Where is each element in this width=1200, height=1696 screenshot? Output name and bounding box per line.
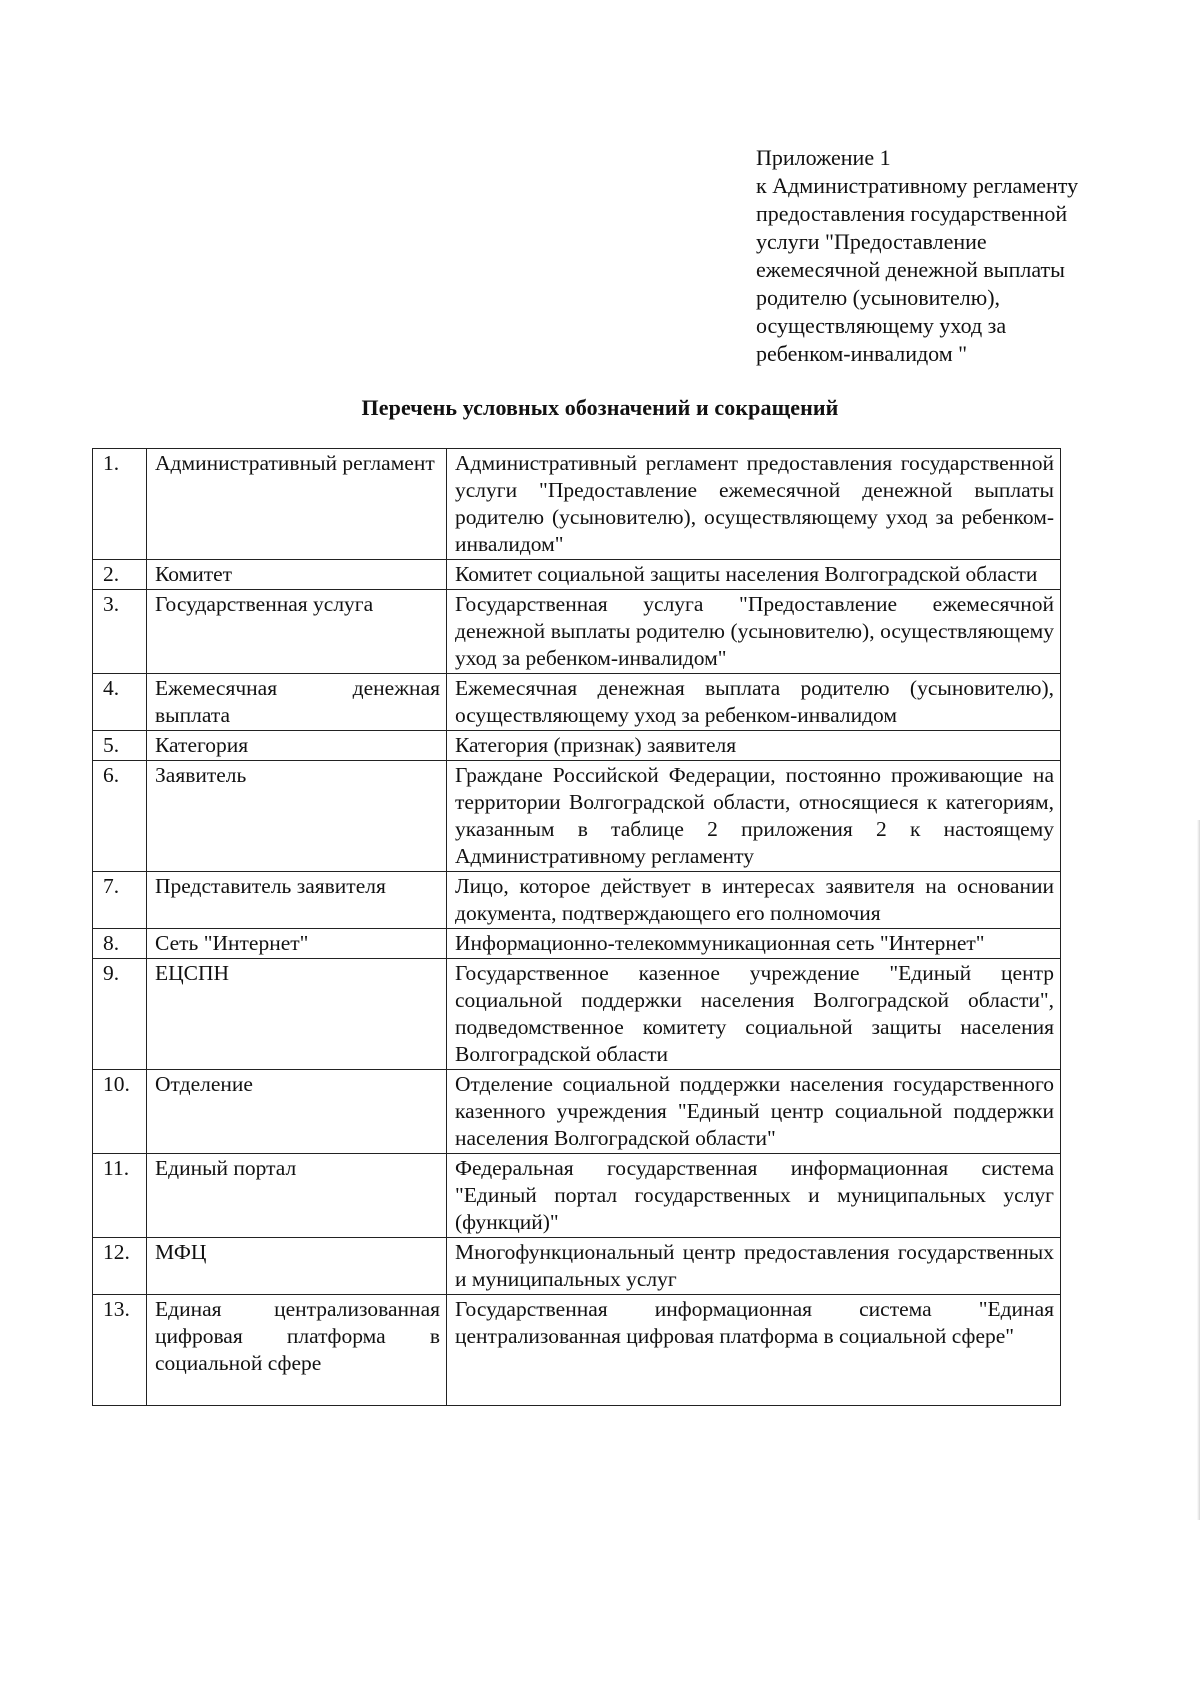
table-row (93, 1070, 1061, 1154)
document-title: Перечень условных обозначений и сокращений (361, 395, 839, 420)
row-definition: Комитет социальной защиты населения Волгоградской области (447, 560, 1061, 590)
table-row (93, 761, 1061, 872)
table-row (93, 590, 1061, 674)
appendix-line: родителю (усыновителю), (756, 285, 1001, 310)
row-definition: Государственная услуга "Предоставление ежемесячной денежной выплаты родителю (усыновителю), осуществляющему уход за ребенком-инвалидом" (447, 590, 1061, 674)
row-number: 8. (93, 929, 147, 959)
row-number: 7. (93, 872, 147, 929)
table-row (93, 959, 1061, 1070)
row-number: 12. (93, 1238, 147, 1295)
table-row (93, 929, 1061, 959)
row-term: Комитет (147, 560, 447, 590)
row-term: Сеть "Интернет" (147, 929, 447, 959)
appendix-line: ежемесячной денежной выплаты (756, 257, 1065, 282)
row-definition: Отделение социальной поддержки населения государственного казенного учреждения "Единый центр социальной поддержки населения Волгоградской области" (447, 1070, 1061, 1154)
row-number: 11. (93, 1154, 147, 1238)
row-number: 1. (93, 449, 147, 560)
row-definition: Категория (признак) заявителя (447, 731, 1061, 761)
table-row (93, 1238, 1061, 1295)
row-definition: Информационно-телекоммуникационная сеть "Интернет" (447, 929, 1061, 959)
appendix-line: предоставления государственной (756, 201, 1068, 226)
row-number: 9. (93, 959, 147, 1070)
row-term: Заявитель (147, 761, 447, 872)
row-number: 4. (93, 674, 147, 731)
row-definition: Многофункциональный центр предоставления государственных и муниципальных услуг (447, 1238, 1061, 1295)
row-definition: Государственная информационная система "Единая централизованная цифровая платформа в социальной сфере" (447, 1295, 1061, 1406)
table-row (93, 1295, 1061, 1406)
appendix-line: осуществляющему уход за (756, 313, 1007, 338)
table-row (93, 560, 1061, 590)
row-number: 5. (93, 731, 147, 761)
row-definition: Федеральная государственная информационная система "Единый портал государственных и муниципальных услуг (функций)" (447, 1154, 1061, 1238)
row-term: Ежемесячная денежная выплата (147, 674, 447, 731)
table-row (93, 731, 1061, 761)
row-number: 3. (93, 590, 147, 674)
row-term: Представитель заявителя (147, 872, 447, 929)
row-definition: Граждане Российской Федерации, постоянно проживающие на территории Волгоградской области, относящиеся к категориям, указанным в таблице 2 приложения 2 к настоящему Административному регламенту (447, 761, 1061, 872)
row-term: Единый портал (147, 1154, 447, 1238)
appendix-header (756, 144, 1156, 368)
row-term: Единая централизованная цифровая платформа в социальной сфере (147, 1295, 447, 1406)
abbreviations-table (92, 448, 1061, 1406)
row-definition: Государственное казенное учреждение "Единый центр социальной поддержки населения Волгоградской области", подведомственное комитету социальной защиты населения Волгоградской области (447, 959, 1061, 1070)
appendix-line: услуги "Предоставление (756, 229, 987, 254)
table-row (93, 674, 1061, 731)
row-term: МФЦ (147, 1238, 447, 1295)
row-definition: Лицо, которое действует в интересах заявителя на основании документа, подтверждающего его полномочия (447, 872, 1061, 929)
row-term: Государственная услуга (147, 590, 447, 674)
row-number: 2. (93, 560, 147, 590)
row-number: 13. (93, 1295, 147, 1406)
appendix-line: ребенком-инвалидом " (756, 341, 968, 366)
row-number: 6. (93, 761, 147, 872)
row-term: Отделение (147, 1070, 447, 1154)
row-number: 10. (93, 1070, 147, 1154)
table-row (93, 1154, 1061, 1238)
table-row (93, 449, 1061, 560)
row-definition: Ежемесячная денежная выплата родителю (усыновителю), осуществляющему уход за ребенком-инвалидом (447, 674, 1061, 731)
table-row (93, 872, 1061, 929)
row-term: Категория (147, 731, 447, 761)
row-term: ЕЦСПН (147, 959, 447, 1070)
row-definition: Административный регламент предоставления государственной услуги "Предоставление ежемесячной денежной выплаты родителю (усыновителю), осуществляющему уход за ребенком-инвалидом" (447, 449, 1061, 560)
appendix-line: Приложение 1 (756, 145, 891, 170)
row-term: Административный регламент (147, 449, 447, 560)
appendix-line: к Административному регламенту (756, 173, 1079, 198)
